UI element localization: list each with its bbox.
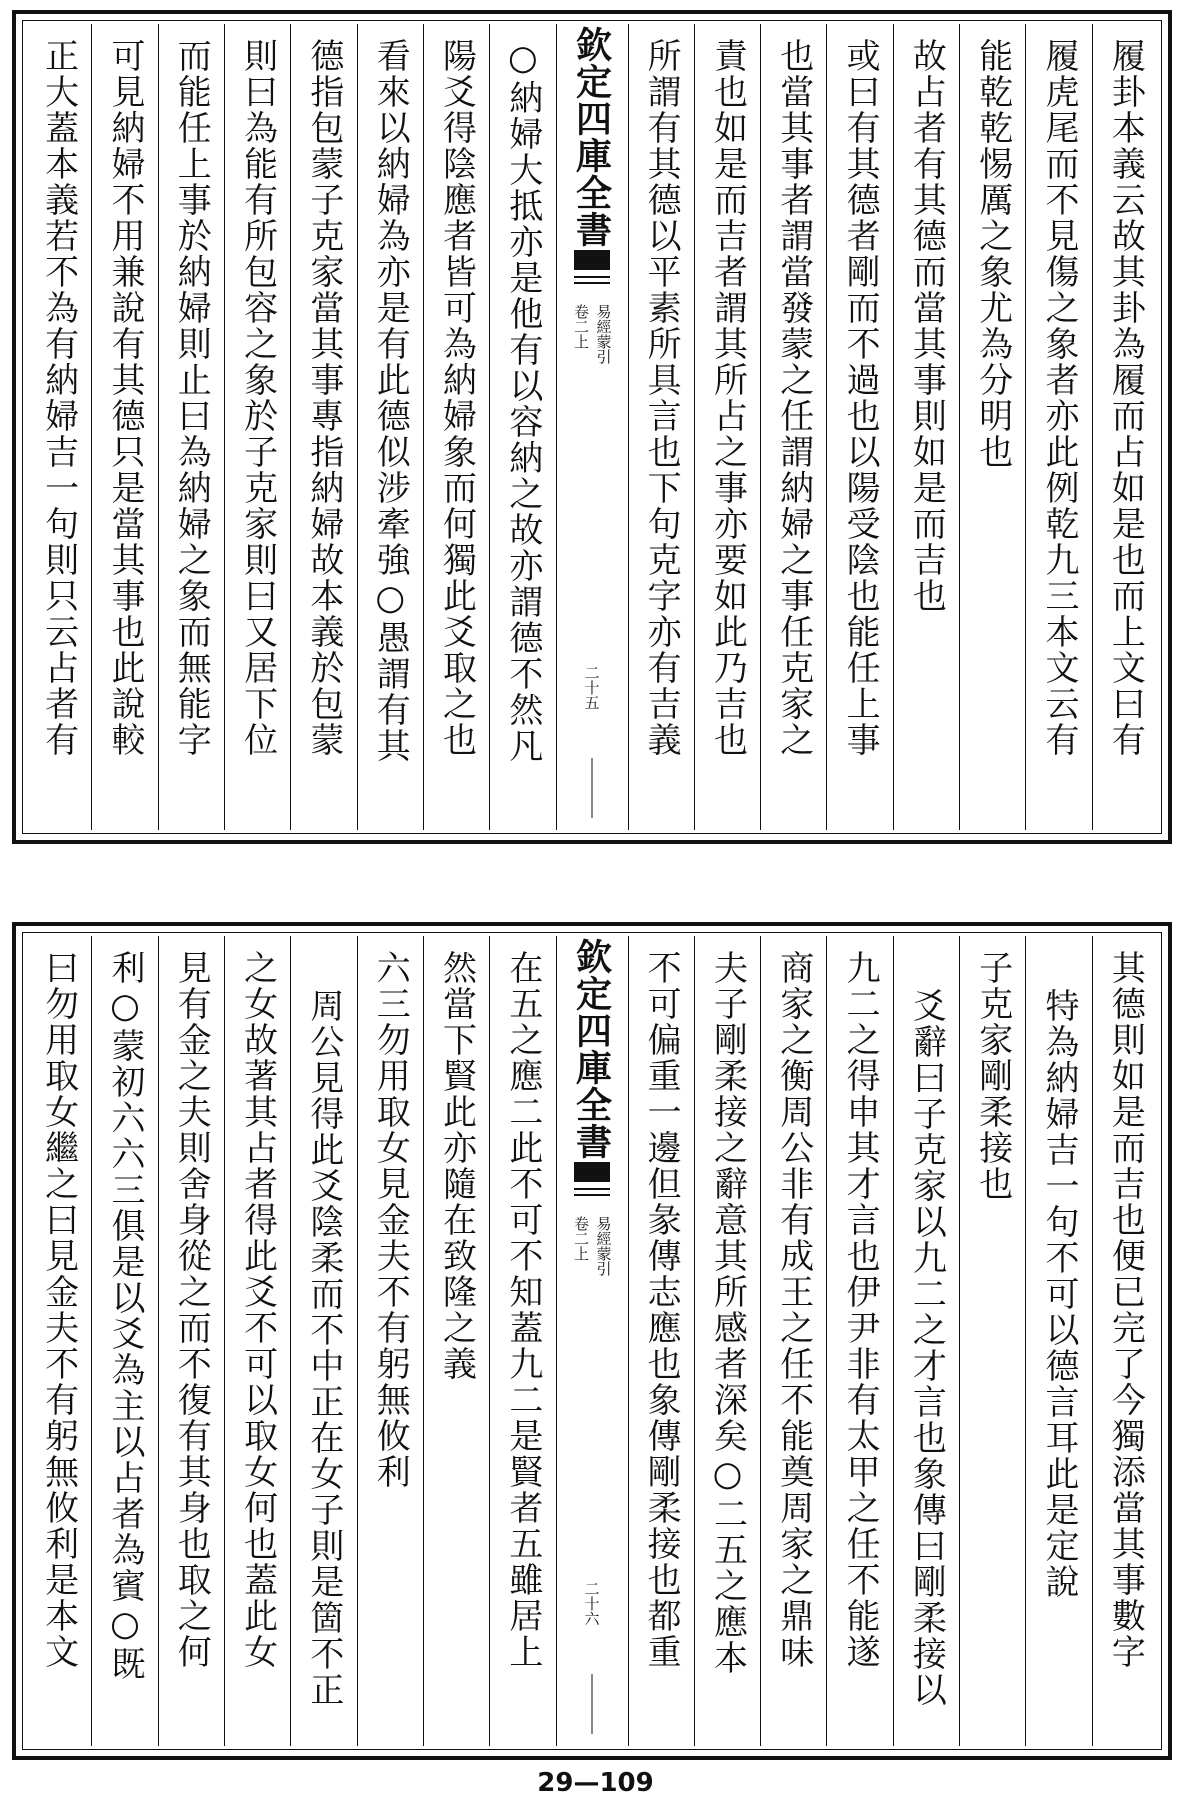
text-column: 利○蒙初六六三俱是以爻為主以占者為賓○既: [91, 936, 157, 1746]
text-column: 不可偏重一邊但彖傳志應也象傳剛柔接也都重: [628, 936, 694, 1746]
fold-leaf-number: 二十五: [582, 665, 601, 710]
text-column: 見有金之夫則舍身從之而不復有其身也取之何: [158, 936, 224, 1746]
fold-fishtail-mark: [574, 276, 610, 284]
text-column: 則曰為能有所包容之象於子克家則曰又居下位: [224, 24, 290, 830]
upper-page: [12, 10, 1172, 844]
text-column: 然當下賢此亦隨在致隆之義: [423, 936, 489, 1746]
text-column: 德指包蒙子克家當其事專指納婦故本義於包蒙: [290, 24, 356, 830]
text-column: 也當其事者謂當發蒙之任謂納婦之事任克家之: [760, 24, 826, 830]
text-column: 或曰有其德者剛而不過也以陽受陰也能任上事: [826, 24, 892, 830]
text-column: 子克家剛柔接也: [959, 936, 1025, 1746]
text-column: 履虎尾而不見傷之象者亦此例乾九三本文云有: [1025, 24, 1091, 830]
fold-black-bar: [574, 1162, 610, 1182]
fold-title: 欽定四庫全書: [570, 938, 613, 1160]
text-column: 九二之得申其才言也伊尹非有太甲之任不能遂: [826, 936, 892, 1746]
text-column: 之女故著其占者得此爻不可以取女何也蓋此女: [224, 936, 290, 1746]
fold-subtitle: [573, 1216, 612, 1276]
fold-fishtail-mark: [574, 1188, 610, 1196]
fold-title: 欽定四庫全書: [570, 26, 613, 248]
text-column: 其德則如是而吉也便已完了今獨添當其事數字: [1092, 936, 1158, 1746]
text-column: 在五之應二此不可不知蓋九二是賢者五雖居上: [489, 936, 555, 1746]
text-column: 爻辭曰子克家以九二之才言也象傳曰剛柔接以: [893, 936, 959, 1746]
text-column: 看來以納婦為亦是有此德似涉牽強○愚謂有其: [357, 24, 423, 830]
text-column: 責也如是而吉者謂其所占之事亦要如此乃吉也: [694, 24, 760, 830]
text-column: 商家之衡周公非有成王之任不能奠周家之鼎味: [760, 936, 826, 1746]
upper-page-columns: [26, 24, 1158, 830]
fold-rule: [592, 1674, 593, 1734]
center-fold: [556, 24, 628, 830]
text-column: 夫子剛柔接之辭意其所感者深矣○二五之應本: [694, 936, 760, 1746]
text-column: 故占者有其德而當其事則如是而吉也: [893, 24, 959, 830]
fold-book-name: 易經蒙引: [594, 304, 613, 364]
text-column: 履卦本義云故其卦為履而占如是也而上文曰有: [1092, 24, 1158, 830]
lower-page-columns: [26, 936, 1158, 1746]
text-column: 特為納婦吉一句不可以德言耳此是定說: [1025, 936, 1091, 1746]
fold-leaf-number: 二十六: [582, 1581, 601, 1626]
text-column: 正大蓋本義若不為有納婦吉一句則只云占者有: [38, 38, 79, 758]
fold-book-name: 易經蒙引: [594, 1216, 613, 1276]
text-column: 曰勿用取女繼之曰見金夫不有躬無攸利是本文: [38, 950, 79, 1670]
fold-rule: [592, 758, 593, 818]
fold-black-bar: [574, 250, 610, 270]
center-fold: [556, 936, 628, 1746]
lower-page: [12, 922, 1172, 1760]
text-column: 而能任上事於納婦則止曰為納婦之象而無能字: [158, 24, 224, 830]
text-column: 所謂有其德以平素所具言也下句克字亦有吉義: [628, 24, 694, 830]
fold-volume: 卷二上: [572, 304, 590, 349]
page-number: 29—109: [537, 1768, 654, 1798]
text-column: ○納婦大抵亦是他有以容納之故亦謂德不然凡: [489, 24, 555, 830]
text-column: 六三勿用取女見金夫不有躬無攸利: [357, 936, 423, 1746]
fold-volume: 卷二上: [572, 1216, 590, 1261]
text-column: 周公見得此爻陰柔而不中正在女子則是箇不正: [290, 936, 356, 1746]
text-column: 陽爻得陰應者皆可為納婦象而何獨此爻取之也: [423, 24, 489, 830]
text-column: 可見納婦不用兼說有其德只是當其事也此說較: [91, 24, 157, 830]
fold-subtitle: [573, 304, 612, 364]
text-column: 能乾乾惕厲之象尤為分明也: [959, 24, 1025, 830]
